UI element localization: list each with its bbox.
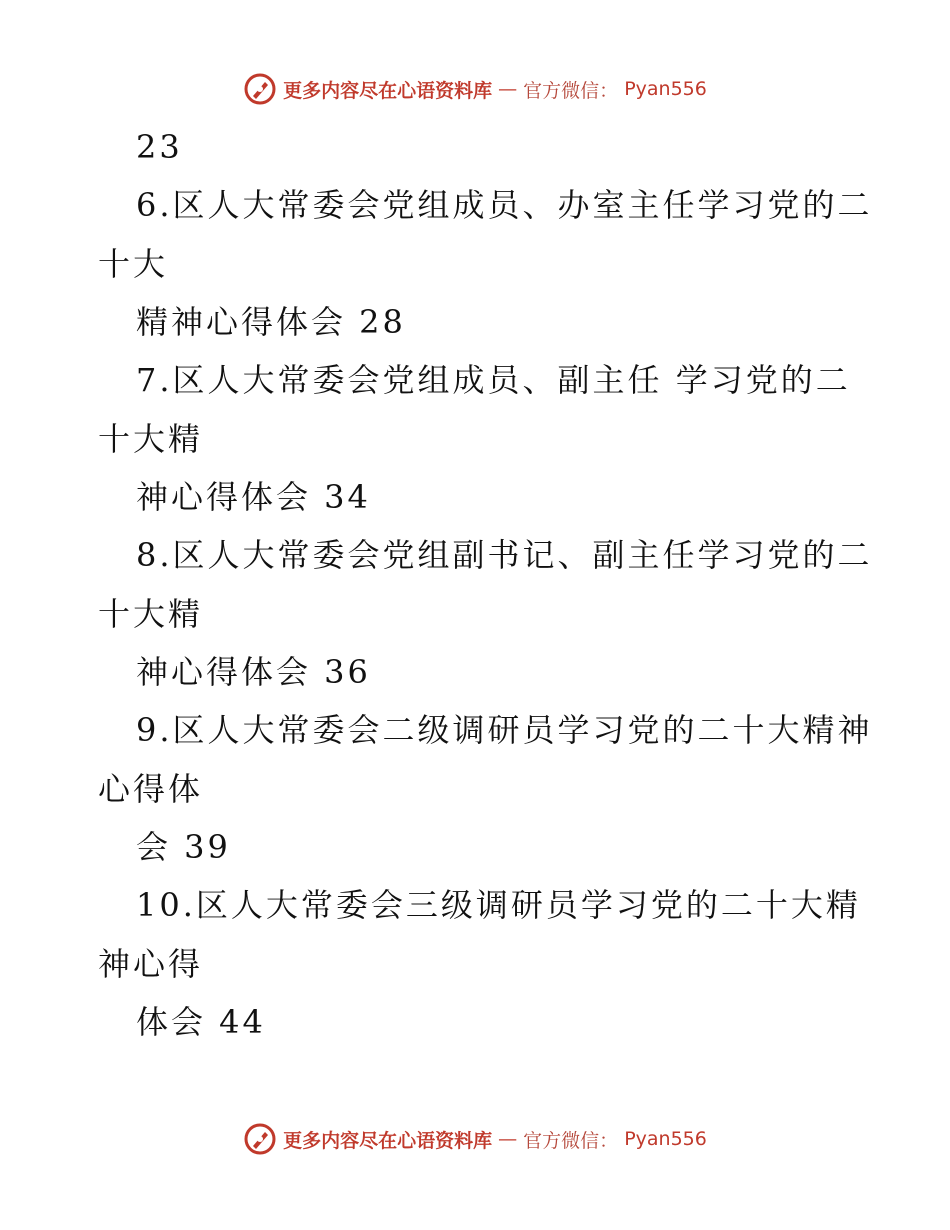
toc-line: 心得体 (98, 770, 204, 808)
toc-line: 精神心得体会 28 (136, 303, 406, 341)
pen-circle-icon (243, 72, 277, 106)
pen-circle-icon (243, 1122, 277, 1156)
watermark-separator: — (498, 1128, 518, 1150)
toc-line: 神心得体会 34 (136, 478, 371, 516)
footer-watermark (0, 1122, 950, 1156)
watermark-separator: — (498, 78, 518, 100)
toc-line: 6.区人大常委会党组成员、办室主任学习党的二 (136, 186, 873, 224)
toc-line: 神心得体会 36 (136, 653, 371, 691)
header-watermark (0, 72, 950, 106)
watermark-main-text: 更多内容尽在心语资料库 (283, 79, 493, 102)
toc-line: 神心得 (98, 945, 204, 983)
toc-line: 十大精 (98, 420, 204, 458)
toc-line: 8.区人大常委会党组副书记、副主任学习党的二 (136, 536, 873, 574)
toc-line: 会 39 (136, 828, 231, 866)
toc-line: 体会 44 (136, 1003, 266, 1041)
watermark-wechat-label: 官方微信： (523, 79, 619, 102)
watermark-wechat-label: 官方微信： (523, 1129, 619, 1152)
toc-line: 7.区人大常委会党组成员、副主任 学习党的二 (136, 361, 851, 399)
toc-line: 9.区人大常委会二级调研员学习党的二十大精神 (136, 711, 873, 749)
watermark-main-text: 更多内容尽在心语资料库 (283, 1129, 493, 1152)
toc-line: 23 (136, 128, 183, 166)
toc-line: 10.区人大常委会三级调研员学习党的二十大精 (136, 886, 861, 924)
watermark-wechat-id: Pyan556 (624, 78, 707, 100)
watermark-wechat-id: Pyan556 (624, 1128, 707, 1150)
toc-line: 十大 (98, 245, 169, 283)
toc-line: 十大精 (98, 595, 204, 633)
